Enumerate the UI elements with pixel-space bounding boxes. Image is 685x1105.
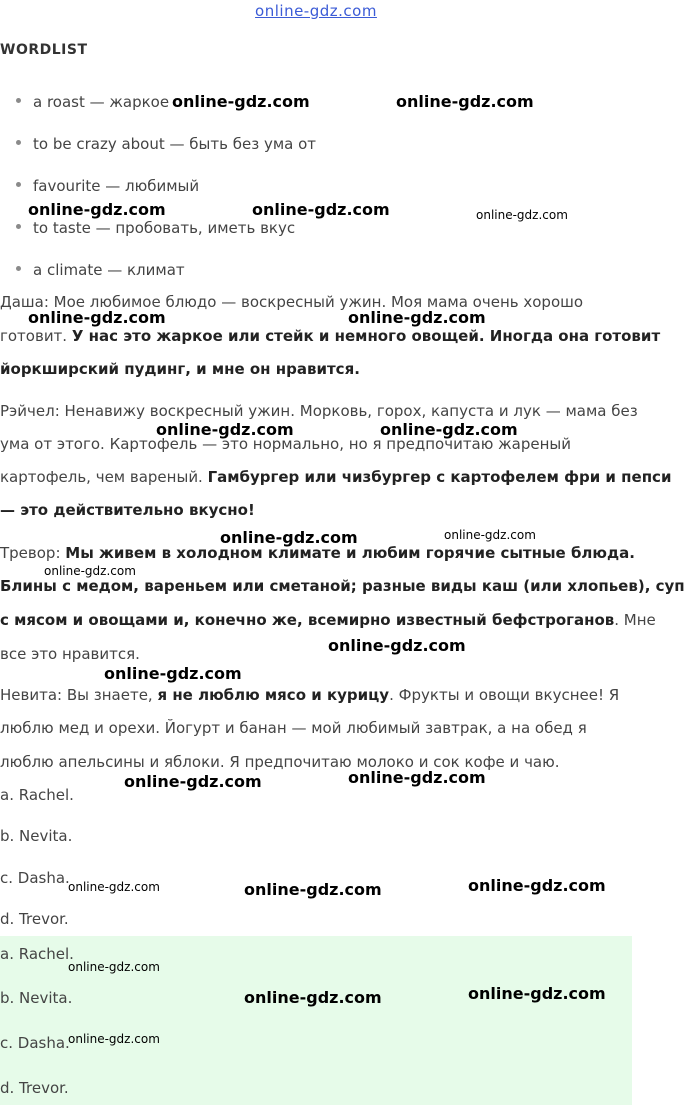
text-span: картофель, чем вареный. [0,468,208,486]
dasha-line [0,360,360,378]
watermark: online-gdz.com [348,768,486,787]
wordlist-item-text: a climate — климат [33,261,185,279]
option-nevita[interactable]: b. Nevita. [0,827,73,845]
watermark: online-gdz.com [68,880,160,894]
nevita-line [0,686,619,704]
option-trevor[interactable]: d. Trevor. [0,910,69,928]
nevita-line: люблю мед и орехи. Йогурт и банан — мой любимый завтрак, а на обед я [0,719,587,737]
rachel-line: ума от этого. Картофель — это нормально, но я предпочитаю жареный [0,435,571,453]
bullet-icon [16,98,21,103]
trevor-line: все это нравится. [0,645,140,663]
wordlist-item-text: to taste — пробовать, иметь вкус [33,219,296,237]
watermark: online-gdz.com [328,636,466,655]
watermark: online-gdz.com [396,92,534,111]
watermark: online-gdz.com [156,420,294,439]
watermark: online-gdz.com [476,208,568,222]
bold-text: с мясом и овощами и, конечно же, всемирно известный бефстроганов [0,611,615,629]
watermark: online-gdz.com [468,984,606,1003]
trevor-line [0,611,656,629]
bold-text: йоркширский пудинг, и мне он нравится. [0,360,360,378]
wordlist-item [16,177,199,195]
watermark: online-gdz.com [68,960,160,974]
watermark: online-gdz.com [28,200,166,219]
trevor-line [0,577,685,595]
wordlist-item [16,135,316,153]
wordlist-heading: WORDLIST [0,42,88,58]
watermark: online-gdz.com [172,92,310,111]
dasha-line [0,327,660,345]
wordlist-item-text: a roast — жаркое [33,93,170,111]
watermark: online-gdz.com [68,1032,160,1046]
bullet-icon [16,182,21,187]
option-dasha[interactable]: c. Dasha. [0,869,70,887]
watermark: online-gdz.com [44,564,136,578]
watermark: online-gdz.com [28,308,166,327]
watermark: online-gdz.com [124,772,262,791]
text-span: . Мне [614,611,656,629]
bold-text: Блины с медом, вареньем или сметаной; разные виды каш (или хлопьев), суп [0,577,685,595]
watermark: online-gdz.com [468,876,606,895]
bold-text: Гамбургер или чизбургер с картофелем фри и пепси [207,468,672,486]
bullet-icon [16,140,21,145]
wordlist-item [16,219,295,237]
answer-rachel: a. Rachel. [0,945,74,963]
wordlist-item-text: favourite — любимый [33,177,200,195]
bold-text: У нас это жаркое или стейк и немного овощей. Иногда она готовит [71,327,661,345]
wordlist-item-text: to be crazy about — быть без ума от [33,135,317,153]
watermark: online-gdz.com [244,988,382,1007]
watermark: online-gdz.com [104,664,242,683]
bold-text: я не люблю мясо и курицу [157,686,390,704]
watermark: online-gdz.com [348,308,486,327]
watermark: online-gdz.com [244,880,382,899]
bullet-icon [16,224,21,229]
site-header-link[interactable]: online-gdz.com [255,2,377,20]
dasha-line: Даша: Мое любимое блюдо — воскресный ужин. Моя мама очень хорошо [0,293,584,311]
text-span: . Фрукты и овощи вкуснее! Я [389,686,620,704]
rachel-line [0,501,255,519]
answer-nevita: b. Nevita. [0,989,73,1007]
bold-text: Мы живем в холодном климате и любим горячие сытные блюда. [65,544,635,562]
answer-dasha: c. Dasha. [0,1034,70,1052]
wordlist-item [16,93,169,111]
nevita-line: люблю апельсины и яблоки. Я предпочитаю молоко и сок кофе и чаю. [0,753,560,771]
watermark: online-gdz.com [220,528,358,547]
watermark: online-gdz.com [444,528,536,542]
rachel-line: Рэйчел: Ненавижу воскресный ужин. Морковь, горох, капуста и лук — мама без [0,402,638,420]
text-span: Тревор: [0,544,66,562]
watermark: online-gdz.com [380,420,518,439]
watermark: online-gdz.com [252,200,390,219]
bold-text: — это действительно вкусно! [0,501,255,519]
text-span: готовит. [0,327,72,345]
answer-trevor: d. Trevor. [0,1079,69,1097]
option-rachel[interactable]: a. Rachel. [0,786,74,804]
rachel-line [0,468,671,486]
wordlist-item [16,261,185,279]
bullet-icon [16,266,21,271]
text-span: Невита: Вы знаете, [0,686,158,704]
